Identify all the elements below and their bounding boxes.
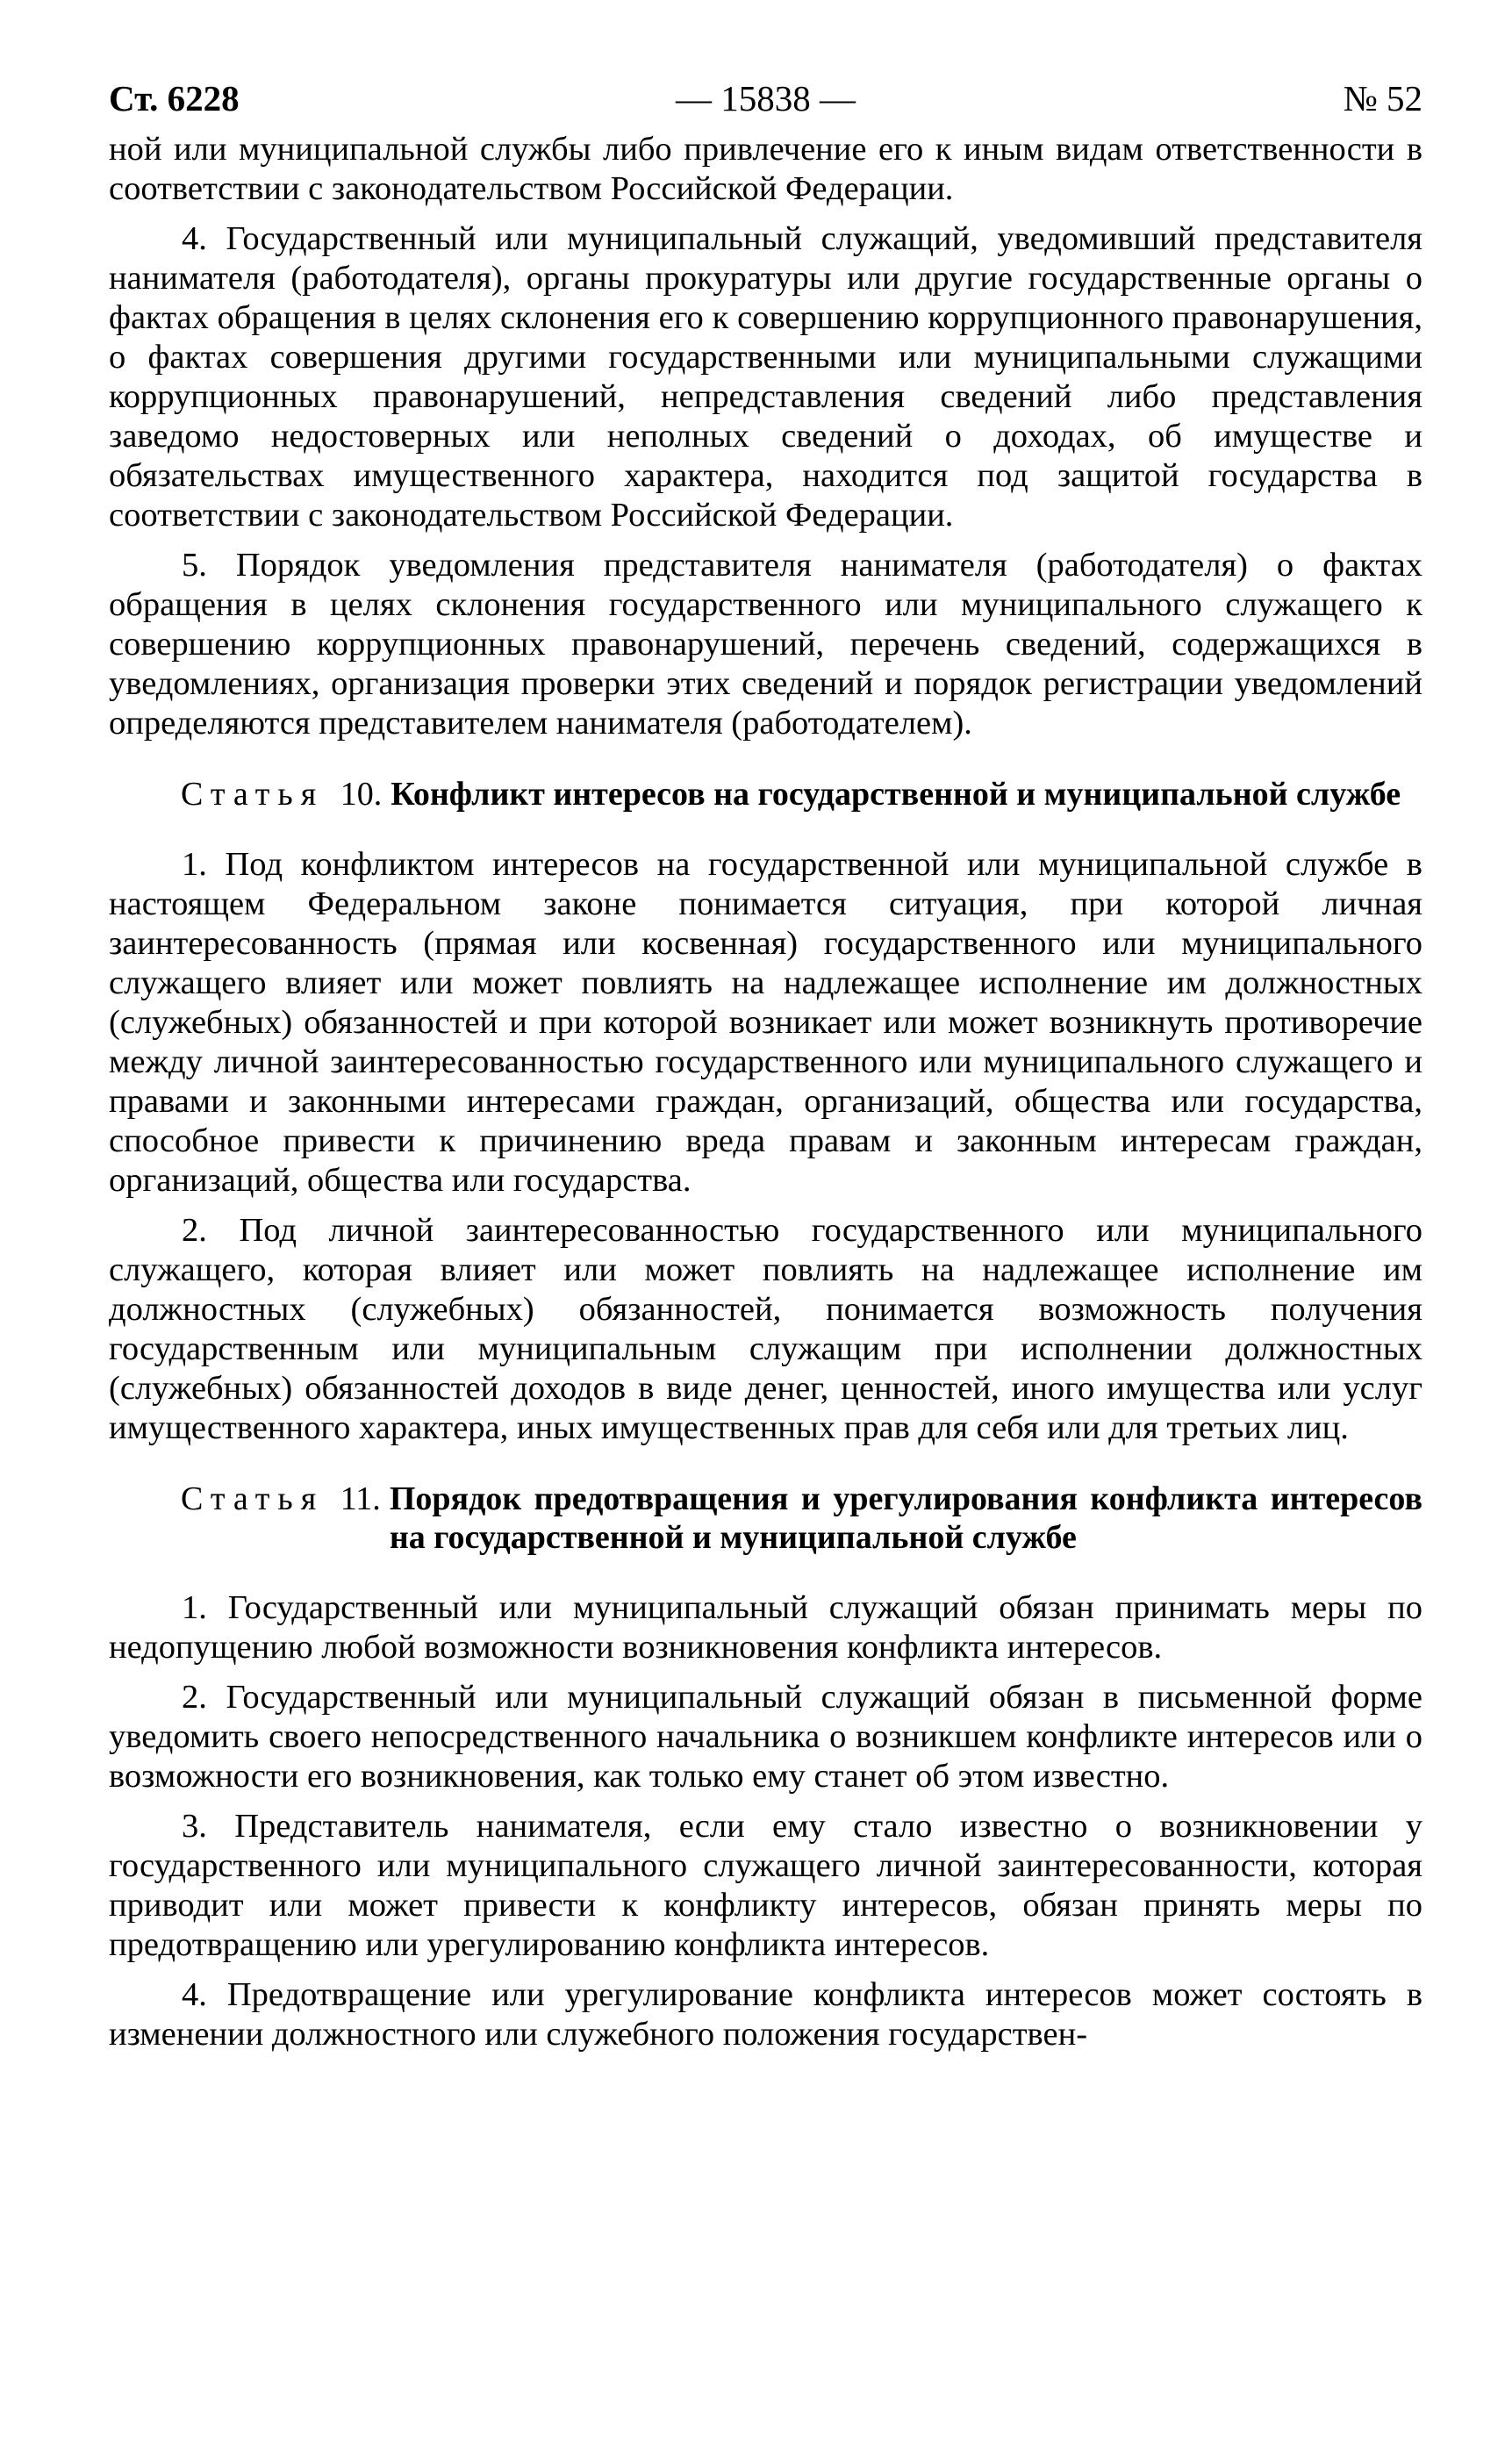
article-10-number: 10. <box>340 776 383 813</box>
paragraph-10-1: 1. Под конфликтом интересов на государственной или муниципальной службе в настоящем Федеральном законе понимается ситуация, при которой личная заинтересованность (прямая или косвенная) государственного или муниципального служащего влияет или может повлиять на надлежащее исполнение им должностных (служебных) обязанностей и при которой возникает или может возникнуть противоречие между личной заинтересованностью государственного или муниципального служащего и правами и законными интересами граждан, организаций, общества или государства, способное привести к причинению вреда правам и законным интересам граждан, организаций, общества или государства. <box>109 846 1422 1199</box>
paragraph-9-4: 4. Государственный или муниципальный служащий, уведомивший представителя нанимателя (работодателя), органы прокуратуры или другие государственные органы о фактах обращения в целях склонения его к совершению коррупционного правонарушения, о фактах совершения другими государственными или муниципальными служащими коррупционных правонарушений, непредставления сведений либо представления заведомо недостоверных или неполных сведений о доходах, об имуществе и обязательствах имущественного характера, находится под защитой государства в соответствии с законодательством Российской Федерации. <box>109 220 1422 534</box>
page-header <box>109 72 1422 125</box>
paragraph-11-2: 2. Государственный или муниципальный служащий обязан в письменной форме уведомить своего непосредственного начальника о возникшем конфликте интересов или о возможности его возникновения, как только ему станет об этом известно. <box>109 1679 1422 1795</box>
document-page <box>109 72 1422 2065</box>
paragraph-10-2: 2. Под личной заинтересованностью государственного или муниципального служащего, которая влияет или может повлиять на надлежащее исполнение им должностных (служебных) обязанностей, понимается возможность получения государственным или муниципальным служащим при исполнении должностных (служебных) обязанностей доходов в виде денег, ценностей, иного имущества или услуг имущественного характера, иных имущественных прав для себя или для третьих лиц. <box>109 1212 1422 1446</box>
article-10-title: Конфликт интересов на государственной и муниципальной службе <box>391 776 1401 813</box>
article-11-title: Порядок предотвращения и урегулирования конфликта интересов на государственной и муниципальной службе <box>389 1480 1422 1556</box>
article-10-label: Статья 10. <box>181 776 383 813</box>
header-article-number: Ст. 6228 <box>109 78 240 118</box>
header-page-number: — 15838 — <box>676 78 856 118</box>
header-issue-number: № 52 <box>1343 78 1422 118</box>
article-11-label: Статья 11. <box>181 1480 381 1517</box>
article-11-heading <box>109 1480 1422 1557</box>
article-10-heading <box>109 775 1422 813</box>
paragraph-11-3: 3. Представитель нанимателя, если ему стало известно о возникновении у государственного или муниципального служащего личной заинтересованности, которая приводит или может привести к конфликту интересов, обязан принять меры по предотвращению или урегулированию конфликта интересов. <box>109 1808 1422 1963</box>
document-body <box>109 130 1422 2054</box>
paragraph-11-4: 4. Предотвращение или урегулирование конфликта интересов может состоять в изменении должностного или служебного положения государствен- <box>109 1976 1422 2053</box>
paragraph-11-1: 1. Государственный или муниципальный служащий обязан принимать меры по недопущению любой возможности возникновения конфликта интересов. <box>109 1589 1422 1666</box>
paragraph-continuation: ной или муниципальной службы либо привлечение его к иным видам ответственности в соответствии с законодательством Российской Федерации. <box>109 131 1422 207</box>
article-11-number: 11. <box>340 1480 381 1517</box>
paragraph-9-5: 5. Порядок уведомления представителя нанимателя (работодателя) о фактах обращения в целях склонения государственного или муниципального служащего к совершению коррупционных правонарушений, перечень сведений, содержащихся в уведомлениях, организация проверки этих сведений и порядок регистрации уведомлений определяются представителем нанимателя (работодателем). <box>109 547 1422 742</box>
